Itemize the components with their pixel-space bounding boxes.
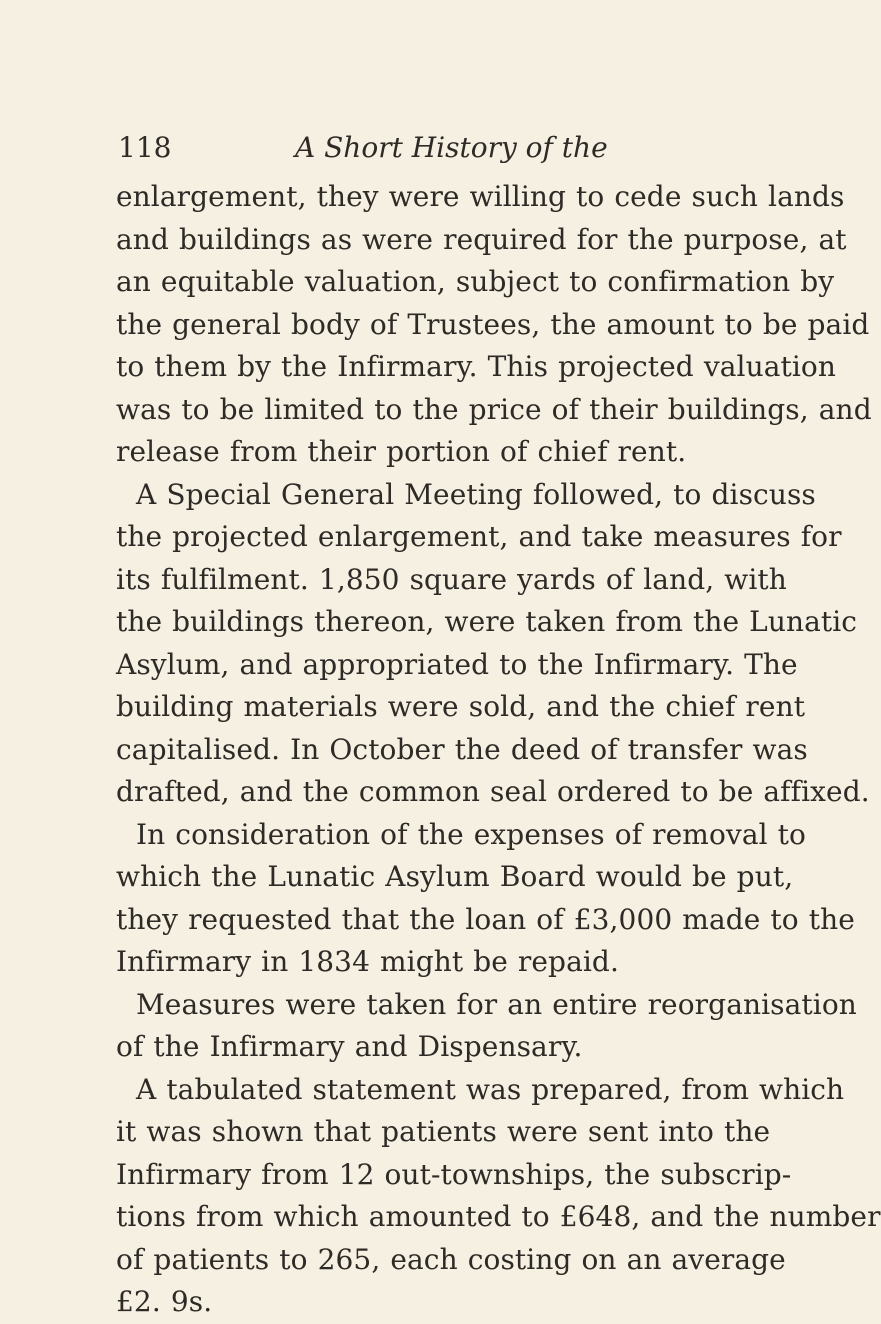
text-line: it was shown that patients were sent into the bbox=[116, 1115, 771, 1148]
text-line: Infirmary from 12 out-townships, the subscrip- bbox=[116, 1157, 792, 1191]
text-line: Measures were taken for an entire reorganisation bbox=[136, 987, 857, 1021]
text-line: drafted, and the common seal ordered to be affixed. bbox=[116, 775, 870, 808]
body-text bbox=[116, 176, 881, 1324]
text-line: enlargement, they were willing to cede such lands bbox=[116, 180, 845, 213]
page-number: 118 bbox=[118, 131, 172, 164]
text-line: an equitable valuation, subject to confirmation by bbox=[116, 265, 835, 298]
text-line: tions from which amounted to £648, and the number bbox=[116, 1200, 881, 1233]
running-title: A Short History of the bbox=[295, 131, 608, 164]
text-line: A tabulated statement was prepared, from which bbox=[136, 1072, 845, 1106]
text-line: they requested that the loan of £3,000 made to the bbox=[116, 902, 855, 936]
text-line: of the Infirmary and Dispensary. bbox=[116, 1030, 583, 1063]
text-line: building materials were sold, and the chief rent bbox=[116, 690, 806, 723]
text-line: A Special General Meeting followed, to discuss bbox=[136, 477, 816, 511]
text-line: capitalised. In October the deed of transfer was bbox=[116, 732, 808, 766]
text-line: the buildings thereon, were taken from the Lunatic bbox=[116, 605, 858, 638]
text-line: the general body of Trustees, the amount to be paid bbox=[116, 307, 870, 341]
text-line: was to be limited to the price of their buildings, and bbox=[116, 392, 872, 426]
text-line: which the Lunatic Asylum Board would be put, bbox=[116, 860, 794, 893]
text-line: the projected enlargement, and take measures for bbox=[116, 520, 842, 553]
running-head bbox=[118, 127, 678, 169]
text-line: and buildings as were required for the purpose, at bbox=[116, 222, 847, 256]
text-line: to them by the Infirmary. This projected valuation bbox=[116, 350, 837, 383]
text-line: release from their portion of chief rent. bbox=[116, 435, 687, 468]
text-line: Asylum, and appropriated to the Infirmary. The bbox=[116, 647, 798, 681]
text-line: In consideration of the expenses of removal to bbox=[136, 817, 806, 851]
text-line: of patients to 265, each costing on an average bbox=[116, 1242, 786, 1276]
text-line: £2. 9s. bbox=[116, 1285, 213, 1318]
text-line: Infirmary in 1834 might be repaid. bbox=[116, 945, 619, 978]
text-line: its fulfilment. 1,850 square yards of land, with bbox=[116, 562, 787, 596]
